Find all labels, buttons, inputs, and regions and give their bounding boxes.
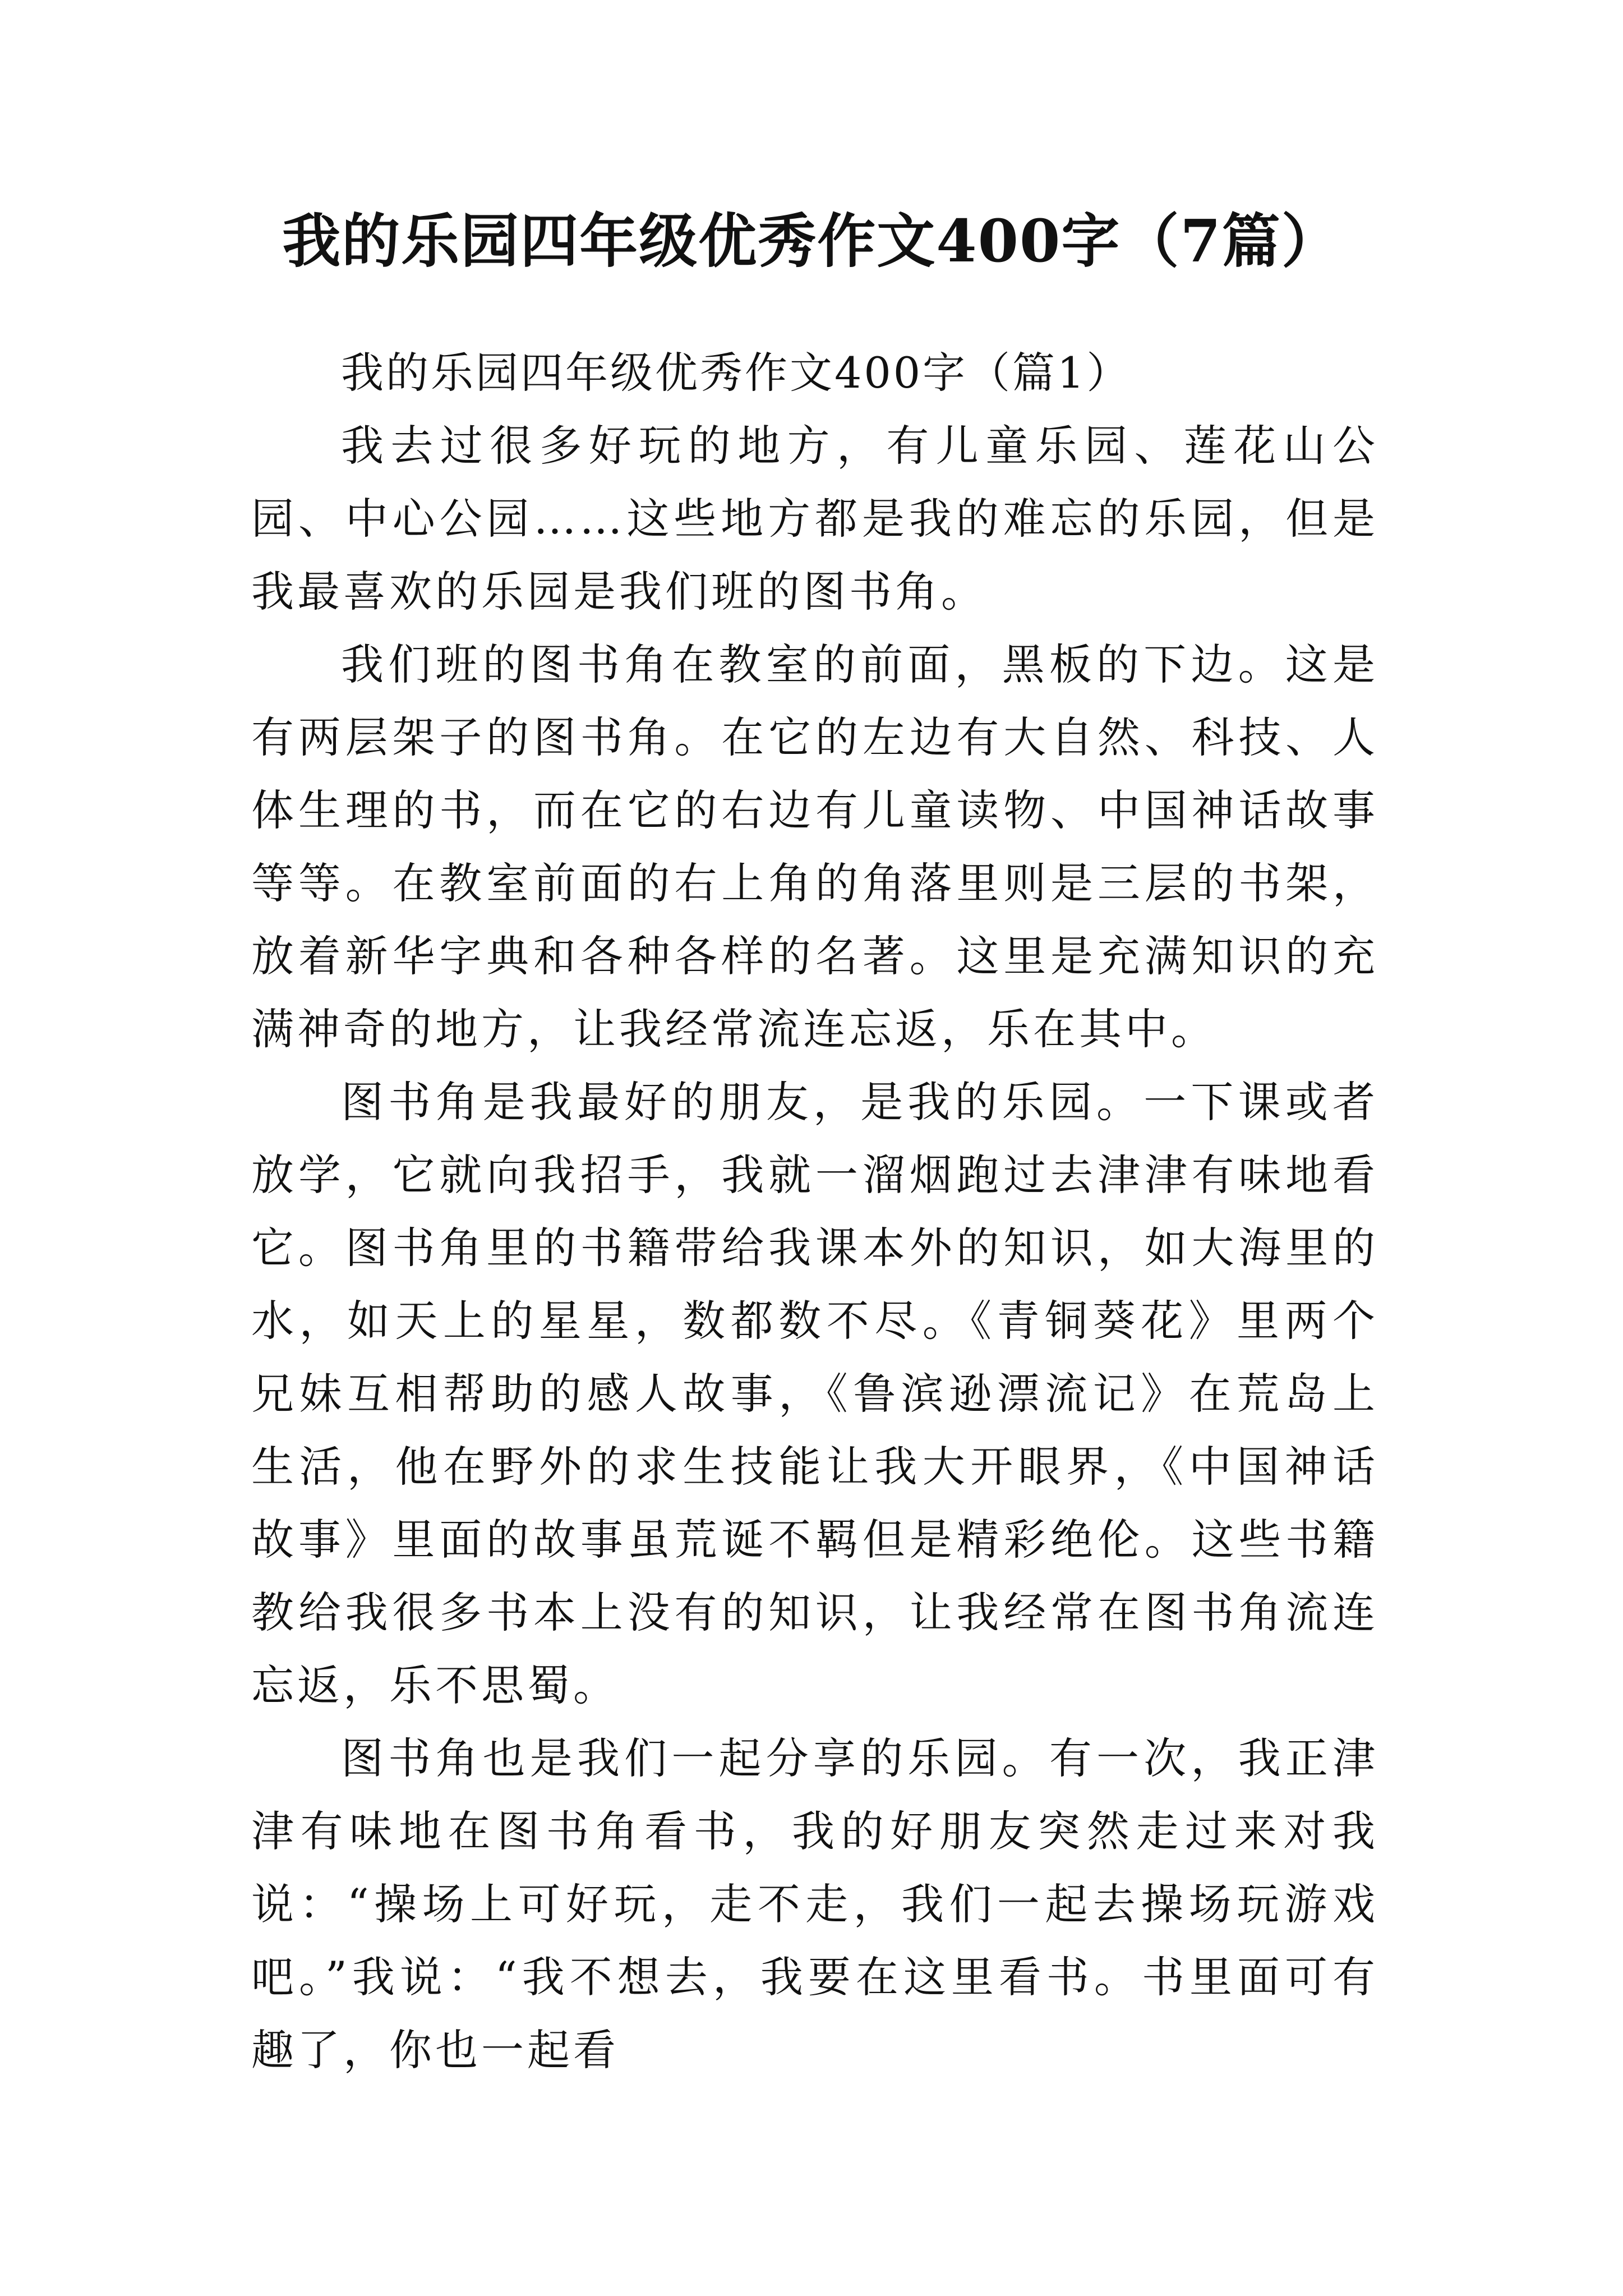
paragraph-3: 图书角是我最好的朋友，是我的乐园。一下课或者放学，它就向我招手，我就一溜烟跑过去津津有味地看它。图书角里的书籍带给我课本外的知识，如大海里的水，如天上的星星，数都数不尽。《青铜葵花》里两个兄妹互相帮助的感人故事，《鲁滨逊漂流记》在荒岛上生活，他在野外的求生技能让我大开眼界，《中国神话故事》里面的故事虽荒诞不羁但是精彩绝伦。这些书籍教给我很多书本上没有的知识，让我经常在图书角流连忘返，乐不思蜀。 <box>251 1077 1378 1710</box>
document-title: 我的乐园四年级优秀作文400字（7篇） <box>282 206 1341 275</box>
document-body <box>251 337 1378 2087</box>
section-heading: 我的乐园四年级优秀作文400字（篇1） <box>341 348 1132 398</box>
paragraph-2: 我们班的图书角在教室的前面，黑板的下边。这是有两层架子的图书角。在它的左边有大自然、科技、人体生理的书，而在它的右边有儿童读物、中国神话故事等等。在教室前面的右上角的角落里则是三层的书架，放着新华字典和各种各样的名著。这里是充满知识的充满神奇的地方，让我经常流连忘返，乐在其中。 <box>251 639 1378 1054</box>
paragraph-4: 图书角也是我们一起分享的乐园。有一次，我正津津有味地在图书角看书，我的好朋友突然走过来对我说：“操场上可好玩，走不走，我们一起去操场玩游戏吧。”我说：“我不想去，我要在这里看书。书里面可有趣了，你也一起看 <box>251 1733 1378 2075</box>
paragraph-1: 我去过很多好玩的地方，有儿童乐园、莲花山公园、中心公园……这些地方都是我的难忘的乐园，但是我最喜欢的乐园是我们班的图书角。 <box>251 421 1378 616</box>
